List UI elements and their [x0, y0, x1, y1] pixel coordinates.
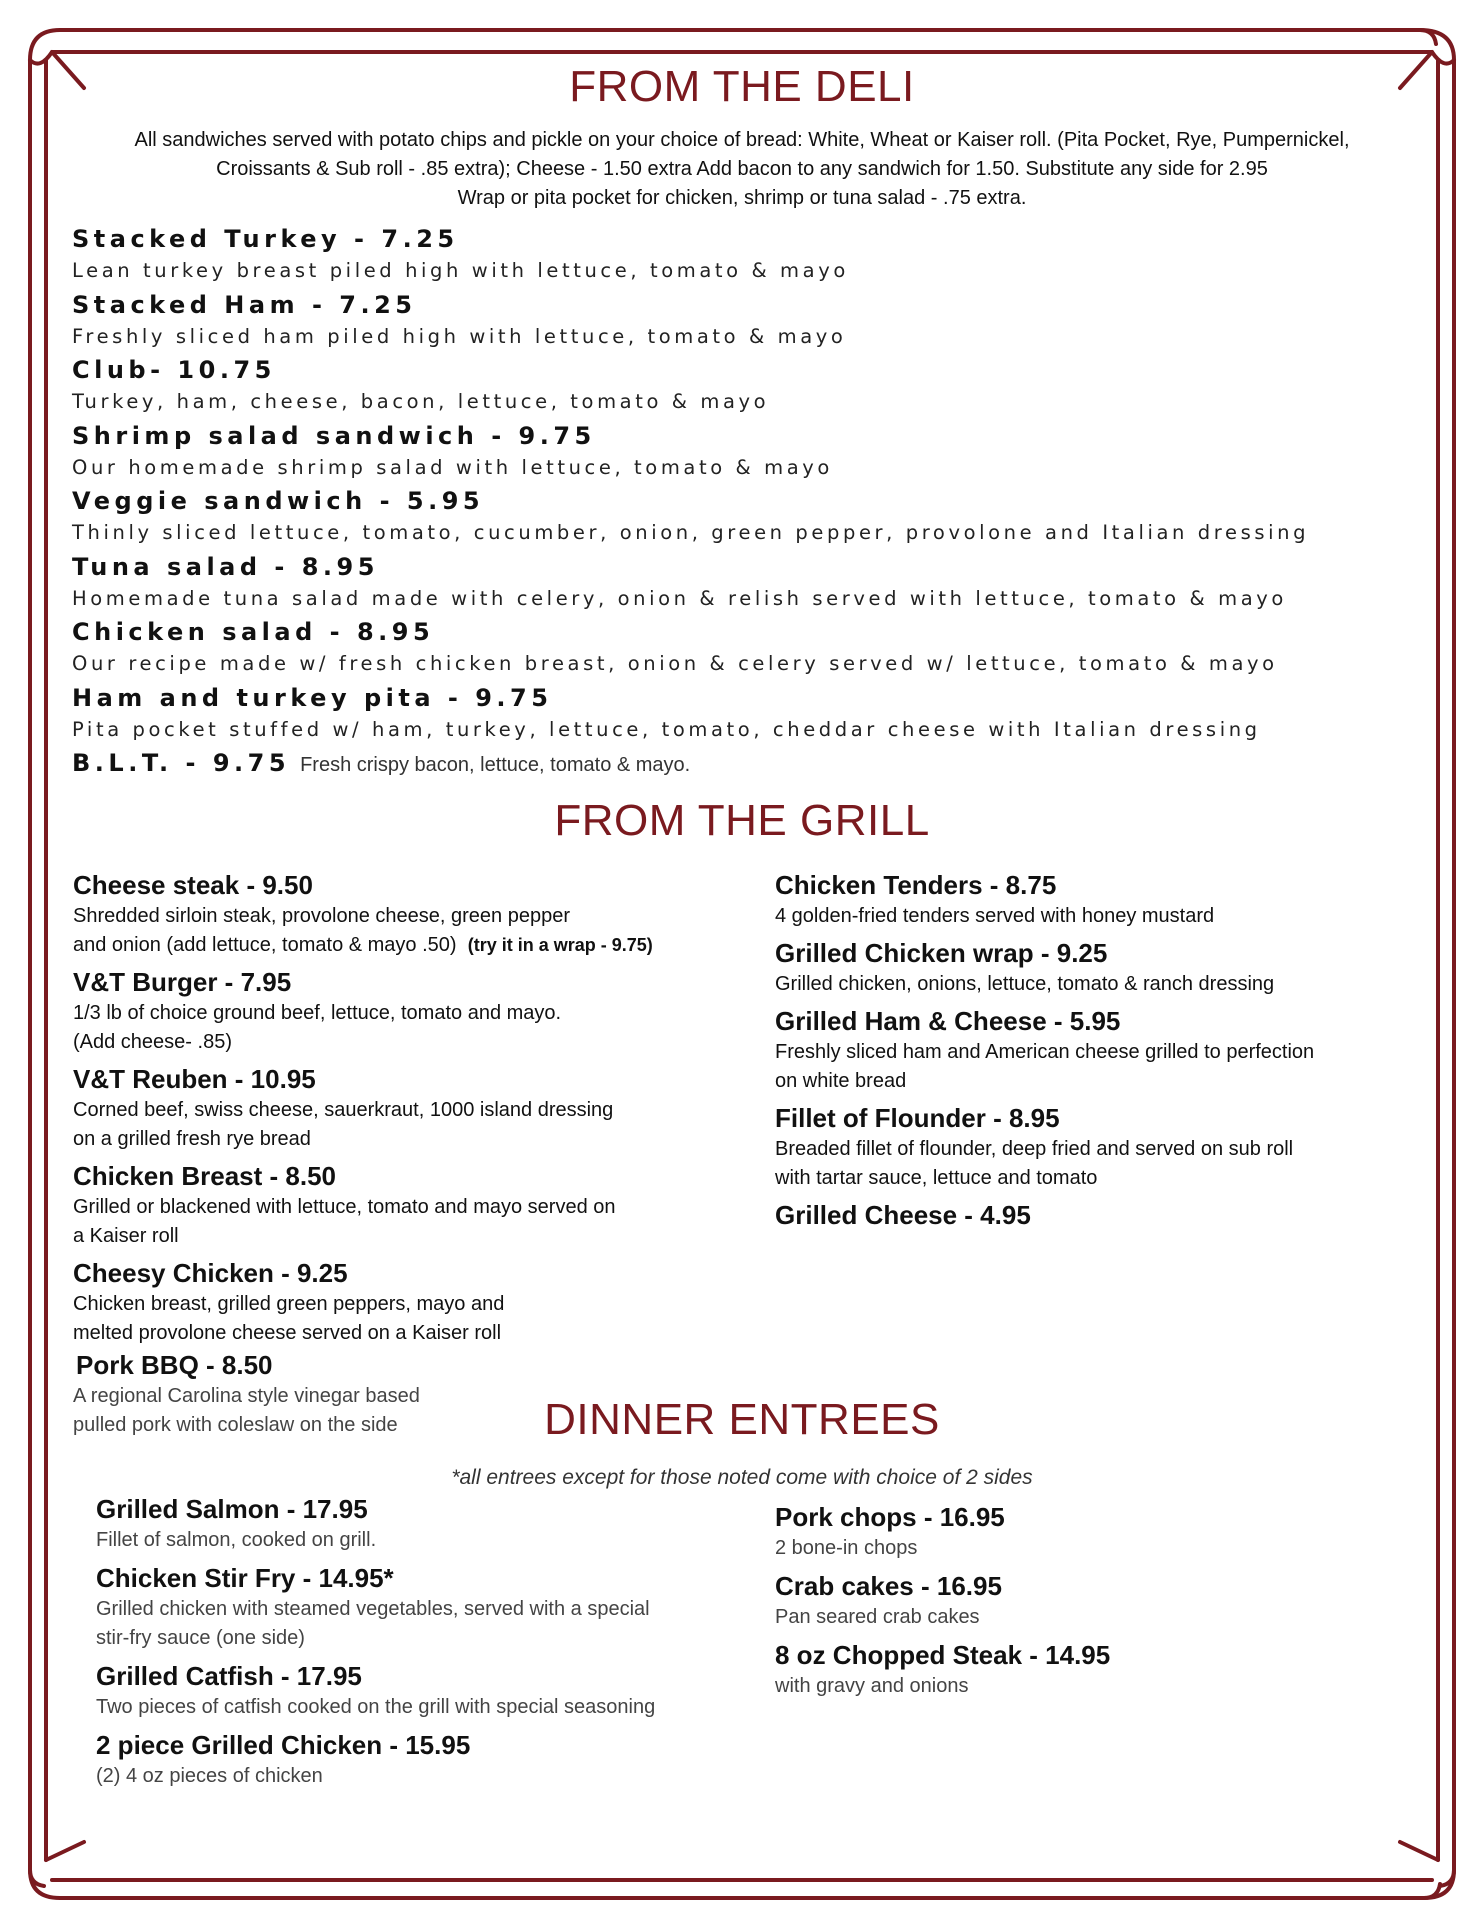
deli-item-name: Club- 10.75 — [72, 356, 276, 384]
dinner-item-chicken-stir-fry — [96, 1561, 756, 1653]
dinner-right-column — [775, 1500, 1435, 1707]
grill-item-name: Grilled Cheese - 4.95 — [775, 1200, 1031, 1230]
grill-item-vt-burger — [73, 965, 773, 1057]
grill-item-description-line: Breaded fillet of flounder, deep fried and served on sub roll — [775, 1138, 1294, 1160]
deli-intro-line-2: Croissants & Sub roll - .85 extra); Cheese - 1.50 extra Add bacon to any sandwich for 1.50. Substitute any side for 2.95 — [216, 158, 1268, 180]
deli-item-name: Ham and turkey pita - 9.75 — [72, 683, 553, 712]
dinner-item-description-line: Two pieces of catfish cooked on the grill with special seasoning — [96, 1696, 656, 1718]
deli-item-description: Turkey, ham, cheese, bacon, lettuce, tomato & mayo — [72, 390, 770, 413]
dinner-item-description-line: stir-fry sauce (one side) — [96, 1627, 305, 1649]
deli-intro-line-1: All sandwiches served with potato chips and pickle on your choice of bread: White, Wheat or Kaiser roll. (Pita Pocket, Rye, Pumpernickel, — [134, 129, 1350, 151]
grill-item-description-line: a Kaiser roll — [73, 1225, 179, 1247]
grill-item-description-line: Grilled or blackened with lettuce, tomato and mayo served on — [73, 1196, 616, 1218]
grill-item-description-line: with tartar sauce, lettuce and tomato — [775, 1167, 1098, 1189]
dinner-item-name: Crab cakes - 16.95 — [775, 1571, 1002, 1601]
dinner-item-description-line: Fillet of salmon, cooked on grill. — [96, 1529, 377, 1551]
grill-item-chicken-breast — [73, 1159, 773, 1251]
grill-item-name: V&T Reuben - 10.95 — [73, 1064, 316, 1094]
grill-item-name: V&T Burger - 7.95 — [73, 967, 292, 997]
grill-item-name: Fillet of Flounder - 8.95 — [775, 1103, 1060, 1133]
dinner-item-name: Pork chops - 16.95 — [775, 1502, 1005, 1532]
dinner-item-name: Grilled Catfish - 17.95 — [96, 1661, 362, 1691]
grill-item-description-line: 4 golden-fried tenders served with honey mustard — [775, 905, 1215, 927]
deli-item-club — [72, 353, 1412, 419]
deli-section-title: FROM THE DELI — [569, 62, 915, 111]
grill-item-grilled-cheese — [775, 1198, 1455, 1232]
grill-item-chicken-tenders — [775, 868, 1455, 931]
deli-item-description: Homemade tuna salad made with celery, onion & relish served with lettuce, tomato & mayo — [72, 586, 1287, 610]
dinner-item-description-line: Grilled chicken with steamed vegetables, served with a special — [96, 1598, 650, 1620]
dinner-item-name: Chicken Stir Fry - 14.95* — [96, 1563, 394, 1593]
dinner-item-pork-chops — [775, 1500, 1435, 1563]
grill-item-description-line: Grilled chicken, onions, lettuce, tomato & ranch dressing — [775, 973, 1275, 995]
deli-item-description: Freshly sliced ham piled high with lettuce, tomato & mayo — [72, 324, 847, 348]
deli-item-blt — [72, 746, 1412, 780]
grill-item-description-line — [73, 931, 773, 960]
dinner-item-name: 8 oz Chopped Steak - 14.95 — [775, 1640, 1111, 1670]
grill-item-name: Cheese steak - 9.50 — [73, 870, 313, 900]
dinner-item-grilled-salmon — [96, 1492, 756, 1555]
grill-item-name: Cheesy Chicken - 9.25 — [73, 1258, 348, 1288]
deli-item-description: Thinly sliced lettuce, tomato, cucumber, onion, green pepper, provolone and Italian dressing — [72, 521, 1310, 544]
dinner-section-title: DINNER ENTREES — [544, 1395, 940, 1444]
deli-item-name: Stacked Ham - 7.25 — [72, 290, 417, 319]
deli-item-shrimp-salad — [72, 419, 1412, 485]
deli-item-description: Our homemade shrimp salad with lettuce, tomato & mayo — [72, 455, 833, 479]
deli-items-list — [72, 222, 1412, 780]
deli-item-name: Veggie sandwich - 5.95 — [72, 487, 485, 515]
deli-item-stacked-turkey — [72, 222, 1412, 288]
dinner-item-description-line: 2 bone-in chops — [775, 1537, 918, 1559]
deli-item-veggie — [72, 484, 1412, 550]
grill-item-flounder — [775, 1101, 1455, 1193]
deli-item-name: Tuna salad - 8.95 — [72, 552, 379, 581]
dinner-item-name: Grilled Salmon - 17.95 — [96, 1494, 368, 1524]
deli-item-name: Chicken salad - 8.95 — [72, 618, 435, 646]
grill-item-vt-reuben — [73, 1062, 773, 1154]
grill-item-cheese-steak — [73, 868, 773, 960]
grill-item-description-line: Corned beef, swiss cheese, sauerkraut, 1000 island dressing — [73, 1099, 614, 1121]
grill-item-description-line: 1/3 lb of choice ground beef, lettuce, tomato and mayo. — [73, 1002, 562, 1024]
dinner-item-description-line: with gravy and onions — [775, 1675, 969, 1697]
deli-intro-text — [40, 126, 1444, 213]
grill-item-description-text: and onion (add lettuce, tomato & mayo .50) — [73, 934, 457, 956]
dinner-item-grilled-catfish — [96, 1659, 756, 1722]
grill-right-column — [775, 868, 1455, 1237]
grill-item-description-line: Shredded sirloin steak, provolone cheese, green pepper — [73, 905, 570, 927]
dinner-item-crab-cakes — [775, 1569, 1435, 1632]
deli-item-description: Lean turkey breast piled high with lettuce, tomato & mayo — [72, 259, 849, 282]
dinner-sides-note: *all entrees except for those noted come with choice of 2 sides — [451, 1466, 1033, 1489]
dinner-item-name: 2 piece Grilled Chicken - 15.95 — [96, 1730, 471, 1760]
grill-item-description-line: Chicken breast, grilled green peppers, mayo and — [73, 1293, 505, 1315]
grill-item-cheesy-chicken — [73, 1256, 773, 1348]
dinner-item-chopped-steak — [775, 1638, 1435, 1701]
grill-item-name: Chicken Tenders - 8.75 — [775, 870, 1057, 900]
deli-item-description: Our recipe made w/ fresh chicken breast, onion & celery served w/ lettuce, tomato & mayo — [72, 652, 1278, 675]
grill-item-chicken-wrap — [775, 936, 1455, 999]
deli-item-ham-turkey-pita — [72, 681, 1412, 747]
deli-intro-line-3: Wrap or pita pocket for chicken, shrimp or tuna salad - .75 extra. — [457, 187, 1027, 209]
deli-item-name: Shrimp salad sandwich - 9.75 — [72, 421, 596, 450]
grill-item-description-line: on white bread — [775, 1070, 907, 1092]
grill-item-description-line: (Add cheese- .85) — [73, 1031, 232, 1053]
grill-item-ham-cheese — [775, 1004, 1455, 1096]
deli-item-chicken-salad — [72, 615, 1412, 681]
deli-item-description: Fresh crispy bacon, lettuce, tomato & mayo. — [300, 754, 691, 776]
dinner-left-column — [96, 1492, 756, 1797]
grill-section-title: FROM THE GRILL — [554, 796, 930, 845]
grill-item-wrap-note: (try it in a wrap - 9.75) — [467, 935, 653, 955]
dinner-item-grilled-chicken — [96, 1728, 756, 1791]
deli-item-stacked-ham — [72, 288, 1412, 354]
grill-item-name: Pork BBQ - 8.50 — [76, 1350, 273, 1380]
grill-item-name: Grilled Ham & Cheese - 5.95 — [775, 1006, 1121, 1036]
dinner-item-description-line: Pan seared crab cakes — [775, 1606, 980, 1628]
deli-item-description: Pita pocket stuffed w/ ham, turkey, lettuce, tomato, cheddar cheese with Italian dressing — [72, 717, 1261, 741]
deli-item-tuna-salad — [72, 550, 1412, 616]
grill-item-description-line: Freshly sliced ham and American cheese grilled to perfection — [775, 1041, 1315, 1063]
grill-item-description-line: melted provolone cheese served on a Kaiser roll — [73, 1322, 502, 1344]
grill-item-name: Grilled Chicken wrap - 9.25 — [775, 938, 1108, 968]
grill-item-description-line: A regional Carolina style vinegar based — [73, 1385, 420, 1407]
dinner-item-description-line: (2) 4 oz pieces of chicken — [96, 1765, 323, 1787]
grill-item-description-line: pulled pork with coleslaw on the side — [73, 1414, 398, 1436]
deli-item-name: Stacked Turkey - 7.25 — [72, 225, 459, 253]
grill-left-column — [73, 868, 773, 1445]
grill-item-name: Chicken Breast - 8.50 — [73, 1161, 337, 1191]
grill-item-description-line: on a grilled fresh rye bread — [73, 1128, 311, 1150]
deli-item-name: B.L.T. - 9.75 — [72, 749, 291, 777]
